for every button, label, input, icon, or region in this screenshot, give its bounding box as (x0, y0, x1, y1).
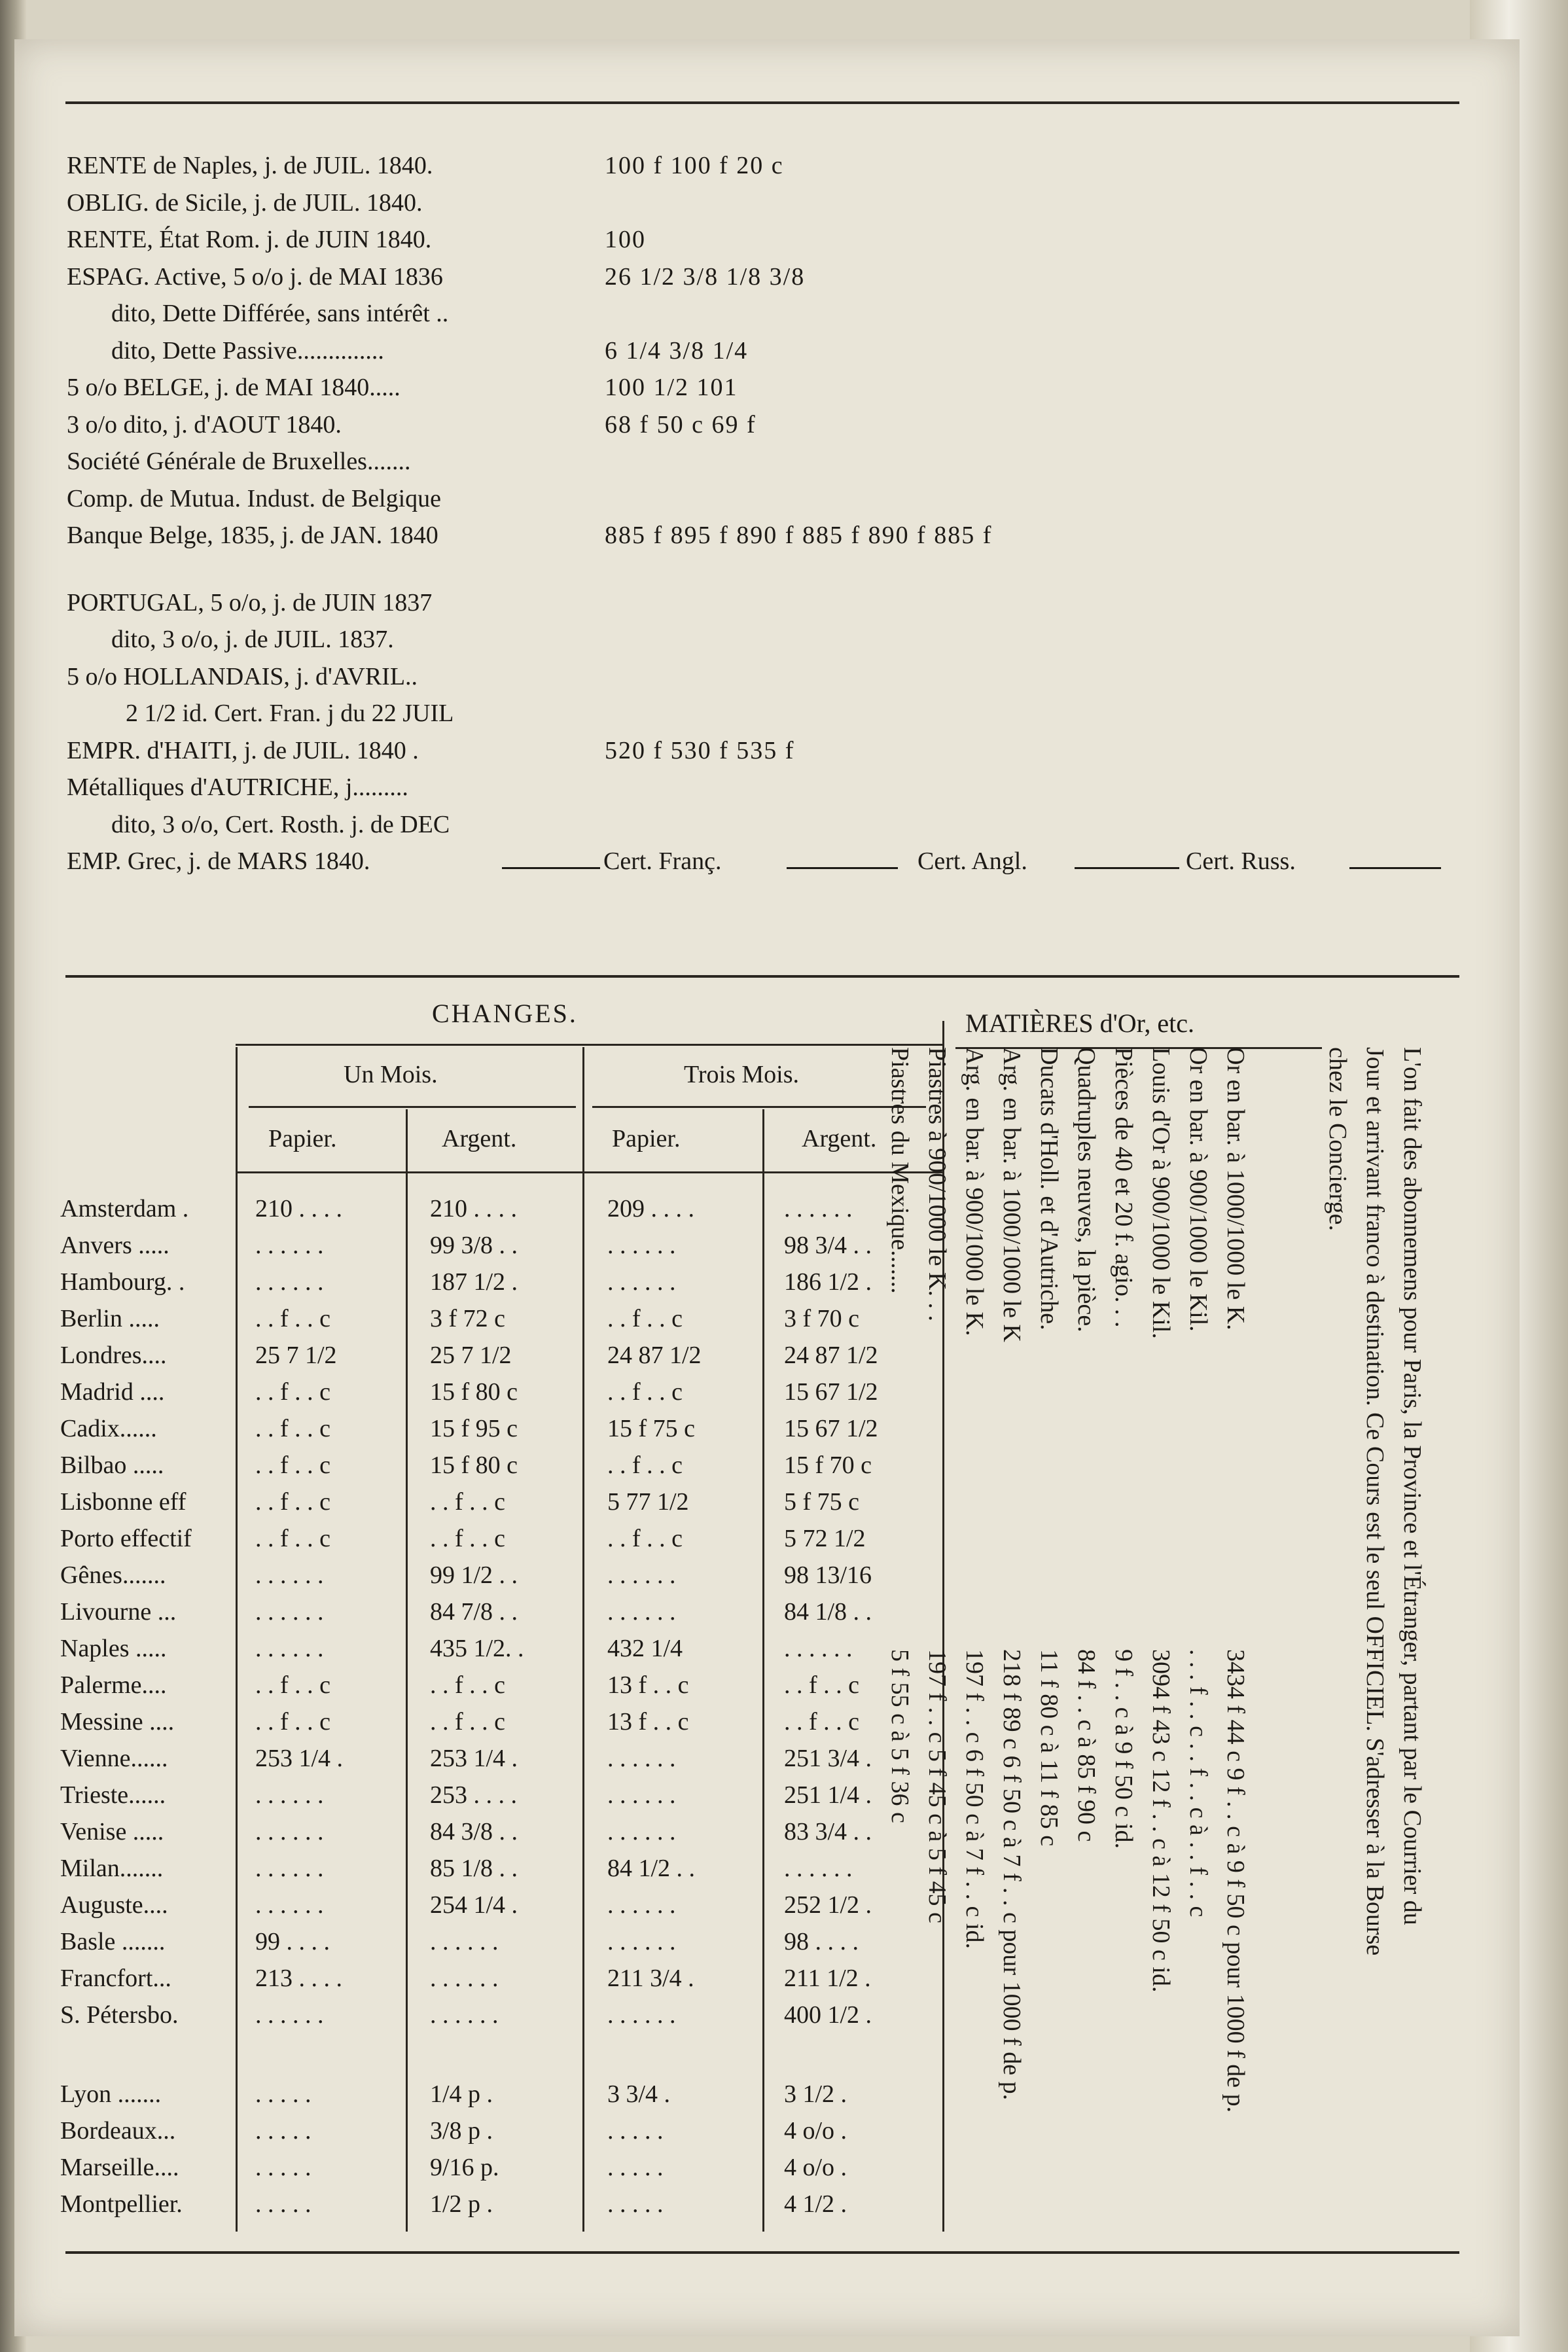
middle-rule (65, 975, 1459, 978)
changes-title-rule (236, 1044, 942, 1046)
trois-mois-argent: 4 o/o . (784, 2117, 847, 2145)
rente-row (67, 695, 1441, 732)
un-mois-argent: 15 f 80 c (430, 1378, 518, 1406)
rente-label: Comp. de Mutua. Indust. de Belgique (67, 484, 442, 512)
matiere-label: Arg. en bar. à 900/1000 le K. (961, 1047, 988, 1336)
un-mois-argent: . . . . . . (430, 1928, 499, 1955)
trois-mois-papier: . . . . . . (607, 2001, 676, 2029)
rente-label: OBLIG. de Sicile, j. de JUIL. 1840. (67, 188, 423, 217)
un-mois-papier: 213 . . . . (255, 1965, 342, 1992)
rente-value: 100 (605, 226, 646, 253)
change-city: Auguste.... (60, 1891, 168, 1919)
change-city: Vienne...... (60, 1745, 168, 1772)
un-mois-argent: 99 3/8 . . (430, 1232, 518, 1259)
trois-mois-argent: 5 72 1/2 (784, 1525, 866, 1552)
rente-row (67, 406, 1441, 444)
un-mois-papier: . . . . . (255, 2080, 312, 2108)
un-mois-papier: . . . . . . (255, 1818, 324, 1845)
rente-label: EMPR. d'HAITI, j. de JUIL. 1840 . (67, 736, 419, 764)
change-city: Francfort... (60, 1965, 171, 1992)
un-mois-papier: . . f . . c (255, 1378, 331, 1406)
bottom-rule (65, 2251, 1459, 2254)
rente-row (67, 517, 1441, 554)
rente-row (67, 480, 1441, 518)
rente-value: 68 f 50 c 69 f (605, 410, 757, 438)
un-mois-papier: 253 1/4 . (255, 1745, 344, 1772)
trois-mois-papier: 84 1/2 . . (607, 1855, 696, 1882)
trois-mois-papier: 5 77 1/2 (607, 1488, 689, 1516)
matiere-value: 11 f 80 c à 11 f 85 c (1035, 1649, 1063, 1847)
change-city: Marseille.... (60, 2154, 179, 2181)
change-city: Palerme.... (60, 1671, 167, 1699)
trois-mois-rule (592, 1106, 926, 1108)
change-city: Lisbonne eff (60, 1488, 187, 1516)
trois-mois-papier: . . . . . (607, 2190, 664, 2218)
rente-row (67, 732, 1441, 770)
change-city: Livourne ... (60, 1598, 177, 1626)
rente-label: 3 o/o dito, j. d'AOUT 1840. (67, 410, 342, 438)
un-mois-papier: . . f . . c (255, 1671, 331, 1699)
un-mois-papier: 210 . . . . (255, 1195, 342, 1222)
blank-line-3 (1075, 847, 1179, 876)
matiere-value: 218 f 89 c 6 f 50 c à 7 f . . c pour 1000 f de p. (998, 1649, 1025, 2101)
trois-mois-argent: . . . . . . (784, 1855, 853, 1882)
change-city: Berlin ..... (60, 1305, 160, 1332)
un-mois-argent: 15 f 95 c (430, 1415, 518, 1442)
un-mois-papier: . . f . . c (255, 1452, 331, 1479)
subscription-notice-line: L'on fait des abonnemens pour Paris, la Province et l'Étranger, partant par le Courrier du (1399, 1047, 1426, 1925)
un-mois-argent: . . f . . c (430, 1708, 506, 1736)
rente-label: dito, 3 o/o, Cert. Rosth. j. de DEC (111, 810, 450, 838)
trois-mois-papier: . . . . . . (607, 1818, 676, 1845)
un-mois-papier: . . . . . . (255, 1781, 324, 1809)
un-mois-papier: . . . . . . (255, 1232, 324, 1259)
un-mois-argent: 3 f 72 c (430, 1305, 506, 1332)
matiere-value: 197 f . . c 5 f 45 c à 5 f 45 c (923, 1649, 951, 1923)
un-mois-argent: 1/4 p . (430, 2080, 493, 2108)
trois-mois-argent: 3 f 70 c (784, 1305, 860, 1332)
trois-mois-papier: . . . . . . (607, 1781, 676, 1809)
change-city: Anvers ..... (60, 1232, 169, 1259)
matiere-label: Or en bar. à 900/1000 le Kil. (1185, 1047, 1212, 1332)
matiere-label: Piastres du Mexique....... (886, 1047, 914, 1294)
un-mois-papier: . . . . . . (255, 1855, 324, 1882)
rente-row (67, 806, 1441, 844)
rentes-section (67, 147, 1441, 880)
un-mois-argent: 435 1/2. . (430, 1635, 524, 1662)
trois-mois-papier: 24 87 1/2 (607, 1342, 702, 1369)
change-city: Amsterdam . (60, 1195, 189, 1222)
rente-row (67, 185, 1441, 222)
un-mois-rule (249, 1106, 576, 1108)
un-mois-papier: . . . . . . (255, 1598, 324, 1626)
un-mois-argent: 85 1/8 . . (430, 1855, 518, 1882)
matiere-value: . . . f . . c . . f . . c à . . f . . c (1185, 1649, 1212, 1917)
un-mois-argent: 187 1/2 . (430, 1268, 518, 1296)
un-mois-argent: . . . . . . (430, 2001, 499, 2029)
change-city: Messine .... (60, 1708, 175, 1736)
trois-mois-argent: . . . . . . (784, 1195, 853, 1222)
change-city: Bilbao ..... (60, 1452, 164, 1479)
un-mois-papier: . . . . . . (255, 1268, 324, 1296)
trois-mois-papier: . . f . . c (607, 1452, 683, 1479)
matiere-value: 3094 f 43 c 12 f . . c à 12 f 50 c id. (1147, 1649, 1175, 1993)
matiere-label: Piastres à 900/1000 le K. . . (923, 1047, 951, 1322)
rente-row (67, 147, 1441, 185)
rente-row (67, 584, 1441, 622)
col-divider-3 (762, 1109, 764, 2232)
rente-label: dito, 3 o/o, j. de JUIL. 1837. (111, 626, 394, 653)
un-mois-papier: . . f . . c (255, 1488, 331, 1516)
trois-mois-papier: 13 f . . c (607, 1708, 689, 1736)
papier-header-1: Papier. (268, 1125, 337, 1152)
un-mois-papier: 25 7 1/2 (255, 1342, 337, 1369)
rente-value: 26 1/2 3/8 1/8 3/8 (605, 262, 806, 291)
un-mois-papier: . . f . . c (255, 1708, 331, 1736)
trois-mois-argent: 252 1/2 . (784, 1891, 872, 1919)
rente-row (67, 332, 1441, 370)
un-mois-papier: . . . . . . (255, 1561, 324, 1589)
change-city: Londres.... (60, 1342, 167, 1369)
trois-mois-papier: . . . . . . (607, 1891, 676, 1919)
trois-mois-argent: 4 o/o . (784, 2154, 847, 2181)
un-mois-argent: 84 3/8 . . (430, 1818, 518, 1845)
cert-russ-label: Cert. Russ. (1186, 847, 1296, 875)
un-mois-argent: 253 . . . . (430, 1781, 517, 1809)
top-rule (65, 101, 1459, 104)
trois-mois-argent: 251 1/4 . (784, 1781, 872, 1809)
emp-grec-row (67, 843, 1441, 880)
trois-mois-papier: 209 . . . . (607, 1195, 694, 1222)
un-mois-papier: . . f . . c (255, 1415, 331, 1442)
change-city: Milan....... (60, 1855, 164, 1882)
trois-mois-papier: . . f . . c (607, 1525, 683, 1552)
trois-mois-argent: 98 . . . . (784, 1928, 859, 1955)
argent-header-2: Argent. (802, 1125, 877, 1152)
rente-value: 6 1/4 3/8 1/4 (605, 336, 749, 365)
trois-mois-argent: 400 1/2 . (784, 2001, 872, 2029)
un-mois-argent: 25 7 1/2 (430, 1342, 512, 1369)
un-mois-papier: . . . . . . (255, 1891, 324, 1919)
un-mois-argent: 3/8 p . (430, 2117, 493, 2145)
trois-mois-header: Trois Mois. (684, 1061, 800, 1088)
blank-line-4 (1349, 847, 1441, 876)
rente-label: dito, Dette Différée, sans intérêt .. (111, 300, 449, 327)
section-gap (67, 554, 1441, 584)
trois-mois-argent: 15 67 1/2 (784, 1415, 878, 1442)
change-city: Madrid .... (60, 1378, 165, 1406)
changes-title: CHANGES. (432, 999, 578, 1028)
matiere-label: Louis d'Or à 900/1000 le Kil. (1147, 1047, 1175, 1339)
subscription-notice-line: chez le Concierge. (1324, 1047, 1351, 1231)
trois-mois-papier: . . . . . . (607, 1561, 676, 1589)
change-city: Lyon ....... (60, 2080, 162, 2108)
trois-mois-papier: . . . . . . (607, 1928, 676, 1955)
cert-franc-label: Cert. Franç. (603, 847, 722, 875)
rente-row (67, 658, 1441, 696)
rente-row (67, 258, 1441, 296)
change-city: Venise ..... (60, 1818, 164, 1845)
rente-row (67, 621, 1441, 658)
rente-label: ESPAG. Active, 5 o/o j. de MAI 1836 (67, 262, 443, 291)
matiere-value: 84 f . . c à 85 f 90 c (1073, 1649, 1100, 1842)
trois-mois-argent: . . f . . c (784, 1671, 860, 1699)
trois-mois-papier: . . . . . . (607, 1745, 676, 1772)
trois-mois-argent: 83 3/4 . . (784, 1818, 872, 1845)
un-mois-papier: . . f . . c (255, 1525, 331, 1552)
trois-mois-argent: 98 3/4 . . (784, 1232, 872, 1259)
matiere-value: 5 f 55 c à 5 f 36 c (886, 1649, 914, 1823)
change-city: Bordeaux... (60, 2117, 176, 2145)
trois-mois-argent: 211 1/2 . (784, 1965, 871, 1992)
matiere-label: Arg. en bar. à 1000/1000 le K (998, 1047, 1025, 1342)
un-mois-argent: 15 f 80 c (430, 1452, 518, 1479)
change-city: Basle ....... (60, 1928, 166, 1955)
change-city: Montpellier. (60, 2190, 183, 2218)
rente-value: 520 f 530 f 535 f (605, 736, 795, 764)
un-mois-header: Un Mois. (344, 1061, 438, 1088)
rente-label: PORTUGAL, 5 o/o, j. de JUIN 1837 (67, 588, 433, 616)
rente-value: 100 1/2 101 (605, 374, 738, 401)
matiere-label: Pièces de 40 et 20 f. agio. . . (1110, 1047, 1137, 1328)
un-mois-argent: . . f . . c (430, 1525, 506, 1552)
argent-header-1: Argent. (442, 1125, 517, 1152)
blank-line-2 (787, 847, 898, 876)
rente-label: dito, Dette Passive.............. (111, 336, 384, 365)
un-mois-argent: 210 . . . . (430, 1195, 517, 1222)
change-city: Gênes....... (60, 1561, 166, 1589)
col-divider-0 (236, 1047, 238, 2232)
matieres-title: MATIÈRES d'Or, etc. (965, 1008, 1194, 1038)
rente-label: Société Générale de Bruxelles....... (67, 448, 411, 475)
un-mois-argent: 9/16 p. (430, 2154, 499, 2181)
trois-mois-papier: . . . . . (607, 2154, 664, 2181)
change-city: Porto effectif (60, 1525, 192, 1552)
subscription-notice-line: Jour et arrivant franco à destination. Ce Cours est le seul OFFICIEL. S'adresser à la Bourse (1361, 1047, 1389, 1956)
un-mois-papier: . . . . . . (255, 2001, 324, 2029)
trois-mois-papier: 211 3/4 . (607, 1965, 694, 1992)
rente-value: 100 f 100 f 20 c (605, 152, 784, 179)
matiere-label: Or en bar. à 1000/1000 le K. (1222, 1047, 1249, 1330)
change-city: Naples ..... (60, 1635, 167, 1662)
trois-mois-argent: 251 3/4 . (784, 1745, 872, 1772)
trois-mois-papier: . . f . . c (607, 1378, 683, 1406)
un-mois-papier: 99 . . . . (255, 1928, 330, 1955)
trois-mois-papier: 432 1/4 (607, 1635, 683, 1662)
rente-label: RENTE, État Rom. j. de JUIN 1840. (67, 226, 432, 253)
un-mois-papier: . . . . . (255, 2154, 312, 2181)
blank-line-1 (502, 847, 600, 876)
rente-row (67, 769, 1441, 806)
matiere-label: Quadruples neuves, la pièce. (1073, 1047, 1100, 1332)
matiere-value: 3434 f 44 c 9 f . . c à 9 f 50 c pour 1000 f de p. (1222, 1649, 1249, 2113)
un-mois-papier: . . f . . c (255, 1305, 331, 1332)
un-mois-argent: 1/2 p . (430, 2190, 493, 2218)
col-divider-2 (582, 1047, 584, 2232)
rente-value: 885 f 895 f 890 f 885 f 890 f 885 f (605, 522, 993, 549)
change-city: Cadix...... (60, 1415, 157, 1442)
rente-label: 2 1/2 id. Cert. Fran. j du 22 JUIL (126, 700, 454, 727)
rente-row (67, 369, 1441, 406)
un-mois-argent: 99 1/2 . . (430, 1561, 518, 1589)
col-divider-1 (406, 1109, 408, 2232)
un-mois-argent: 253 1/4 . (430, 1745, 518, 1772)
cert-angl-label: Cert. Angl. (918, 847, 1027, 875)
trois-mois-argent: 3 1/2 . (784, 2080, 847, 2108)
subheader-rule (236, 1171, 942, 1173)
papier-header-2: Papier. (612, 1125, 681, 1152)
trois-mois-argent: 15 f 70 c (784, 1452, 872, 1479)
un-mois-argent: . . . . . . (430, 1965, 499, 1992)
change-city: Trieste...... (60, 1781, 166, 1809)
rente-row (67, 295, 1441, 332)
matiere-value: 197 f . . c 6 f 50 c à 7 f . . c id. (961, 1649, 988, 1949)
matiere-value: 9 f . . c à 9 f 50 c id. (1110, 1649, 1137, 1849)
rente-label: Métalliques d'AUTRICHE, j......... (67, 774, 408, 801)
un-mois-argent: . . f . . c (430, 1671, 506, 1699)
trois-mois-argent: 24 87 1/2 (784, 1342, 878, 1369)
un-mois-papier: . . . . . (255, 2117, 312, 2145)
un-mois-argent: 84 7/8 . . (430, 1598, 518, 1626)
trois-mois-papier: 13 f . . c (607, 1671, 689, 1699)
trois-mois-papier: . . f . . c (607, 1305, 683, 1332)
trois-mois-argent: 5 f 75 c (784, 1488, 860, 1516)
trois-mois-argent: 4 1/2 . (784, 2190, 847, 2218)
trois-mois-papier: . . . . . . (607, 1268, 676, 1296)
trois-mois-argent: 98 13/16 (784, 1561, 872, 1589)
trois-mois-argent: . . f . . c (784, 1708, 860, 1736)
matiere-label: Ducats d'Holl. et d'Autriche. (1035, 1047, 1063, 1330)
rente-label: Banque Belge, 1835, j. de JAN. 1840 (67, 522, 438, 549)
rente-label: 5 o/o HOLLANDAIS, j. d'AVRIL.. (67, 662, 418, 690)
trois-mois-argent: 84 1/8 . . (784, 1598, 872, 1626)
change-city: S. Pétersbo. (60, 2001, 179, 2029)
trois-mois-argent: 15 67 1/2 (784, 1378, 878, 1406)
trois-mois-papier: . . . . . (607, 2117, 664, 2145)
matieres-rotated-block (886, 1047, 1446, 2277)
trois-mois-papier: 15 f 75 c (607, 1415, 696, 1442)
trois-mois-papier: . . . . . . (607, 1232, 676, 1259)
trois-mois-argent: 186 1/2 . (784, 1268, 872, 1296)
trois-mois-papier: . . . . . . (607, 1598, 676, 1626)
un-mois-papier: . . . . . . (255, 1635, 324, 1662)
un-mois-papier: . . . . . (255, 2190, 312, 2218)
trois-mois-argent: . . . . . . (784, 1635, 853, 1662)
emp-grec-label: EMP. Grec, j. de MARS 1840. (67, 847, 370, 875)
rente-label: 5 o/o BELGE, j. de MAI 1840..... (67, 374, 401, 401)
un-mois-argent: . . f . . c (430, 1488, 506, 1516)
rente-label: RENTE de Naples, j. de JUIL. 1840. (67, 152, 433, 179)
rente-row (67, 443, 1441, 480)
rente-row (67, 221, 1441, 258)
un-mois-argent: 254 1/4 . (430, 1891, 518, 1919)
trois-mois-papier: 3 3/4 . (607, 2080, 671, 2108)
change-city: Hambourg. . (60, 1268, 185, 1296)
